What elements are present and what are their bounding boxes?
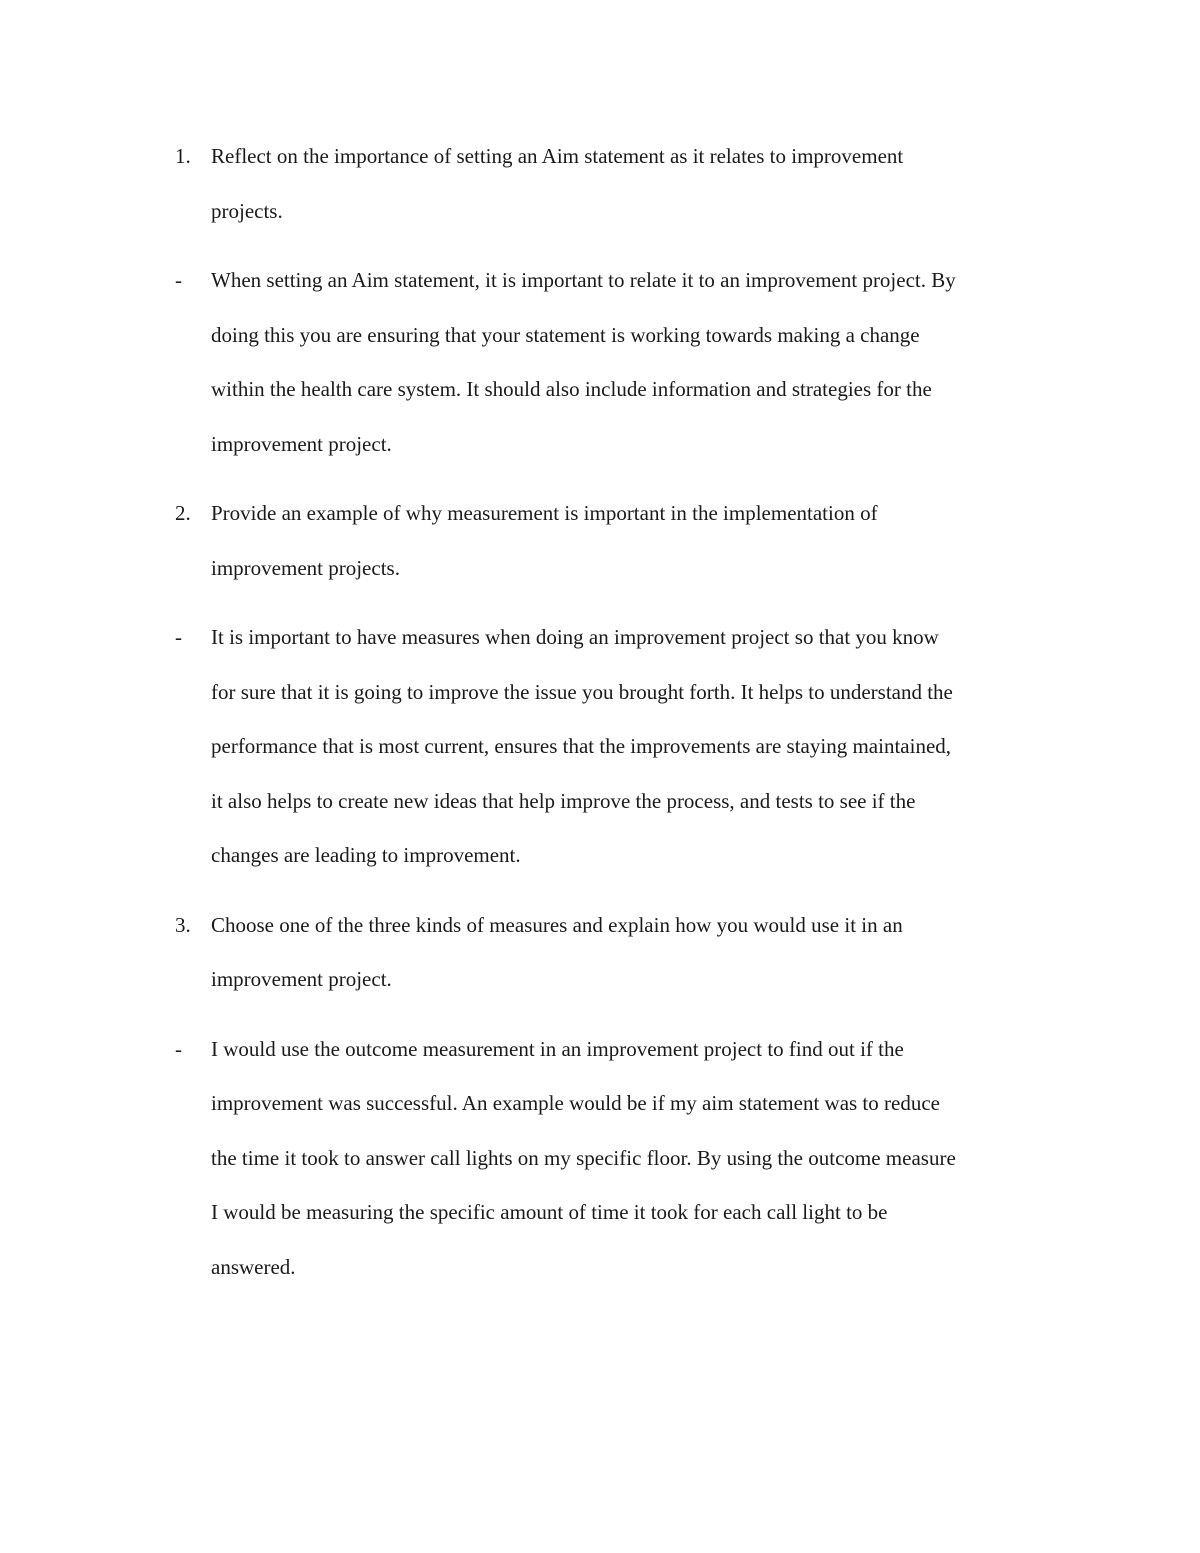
text-line: improvement project. bbox=[211, 431, 392, 456]
text-line: Provide an example of why measurement is important in the implementation of bbox=[211, 501, 878, 525]
answer-text bbox=[211, 610, 1061, 883]
answer-item-1 bbox=[0, 253, 1200, 471]
text-line: I would be measuring the specific amount of time it took for each call light to be bbox=[211, 1200, 888, 1224]
question-item-3 bbox=[0, 898, 1200, 1007]
question-text bbox=[211, 898, 1061, 1007]
question-answer-list bbox=[0, 129, 1200, 1309]
text-line: answered. bbox=[211, 1254, 296, 1279]
answer-item-3 bbox=[0, 1022, 1200, 1295]
text-line: Reflect on the importance of setting an Aim statement as it relates to improvement bbox=[211, 144, 904, 168]
text-line: within the health care system. It should also include information and strategies for the bbox=[211, 377, 932, 401]
text-line: improvement project. bbox=[211, 967, 392, 991]
question-item-1 bbox=[0, 129, 1200, 238]
text-line: the time it took to answer call lights on my specific floor. By using the outcome measure bbox=[211, 1145, 956, 1170]
list-number: 3. bbox=[175, 912, 191, 937]
text-line: projects. bbox=[211, 198, 283, 223]
answer-text bbox=[211, 253, 1061, 471]
text-line: doing this you are ensuring that your statement is working towards making a change bbox=[211, 322, 920, 347]
question-text bbox=[211, 129, 1061, 238]
question-item-2 bbox=[0, 486, 1200, 595]
list-dash: - bbox=[175, 625, 182, 649]
text-line: improvement projects. bbox=[211, 555, 400, 580]
list-number: 1. bbox=[175, 144, 191, 168]
text-line: it also helps to create new ideas that help improve the process, and tests to see if the bbox=[211, 788, 916, 813]
list-number: 2. bbox=[175, 501, 191, 525]
answer-item-2 bbox=[0, 610, 1200, 883]
list-dash: - bbox=[175, 268, 182, 292]
question-text bbox=[211, 486, 1061, 595]
list-dash: - bbox=[175, 1036, 182, 1061]
text-line: Choose one of the three kinds of measures and explain how you would use it in an bbox=[211, 912, 903, 937]
text-line: for sure that it is going to improve the issue you brought forth. It helps to understand the bbox=[211, 679, 953, 704]
text-line: performance that is most current, ensures that the improvements are staying maintained, bbox=[211, 734, 952, 758]
text-line: It is important to have measures when doing an improvement project so that you know bbox=[211, 625, 939, 649]
text-line: When setting an Aim statement, it is important to relate it to an improvement project. By bbox=[211, 268, 956, 292]
text-line: I would use the outcome measurement in an improvement project to find out if the bbox=[211, 1036, 904, 1061]
text-line: improvement was successful. An example would be if my aim statement was to reduce bbox=[211, 1091, 940, 1115]
answer-text bbox=[211, 1022, 1061, 1295]
text-line: changes are leading to improvement. bbox=[211, 843, 521, 867]
